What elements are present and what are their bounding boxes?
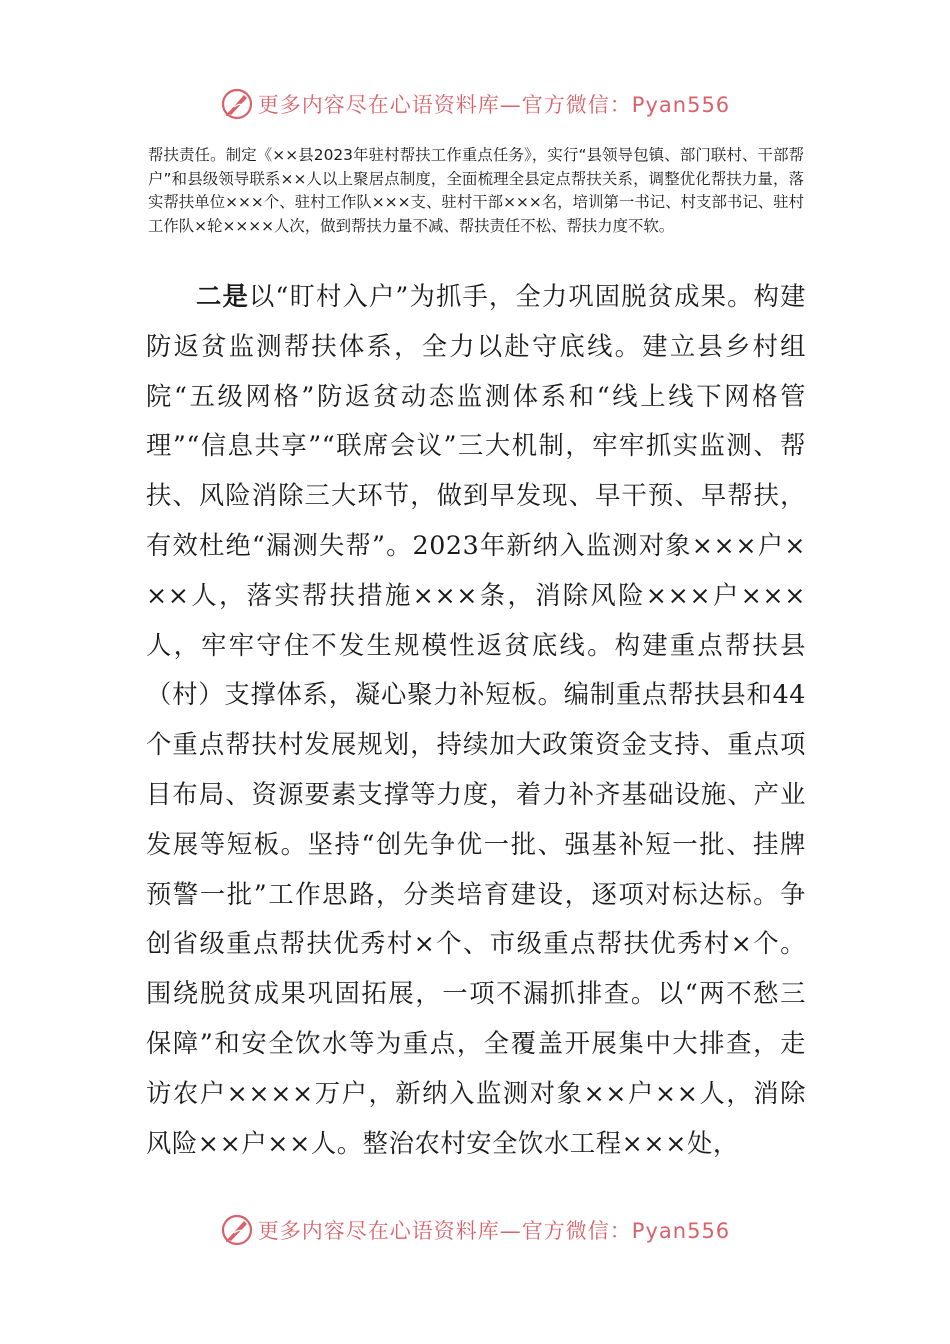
section-paragraph bbox=[146, 272, 806, 1168]
intro-paragraph: 帮扶责任。制定《××县2023年驻村帮扶工作重点任务》，实行“县领导包镇、部门联村、干部帮户”和县级领导联系××人以上聚居点制度，全面梳理全县定点帮扶关系，调整优化帮扶力量，落实帮扶单位×××个、驻村工作队×××支、驻村干部×××名，培训第一书记、村支部书记、驻村工作队×轮××××人次，做到帮扶力量不减、帮扶责任不松、帮扶力度不软。 bbox=[148, 146, 804, 235]
quill-logo-icon bbox=[220, 1213, 254, 1247]
section-lead: 二是 bbox=[196, 282, 249, 311]
footer-banner-text: 更多内容尽在心语资料库—官方微信：Pyan556 bbox=[257, 1219, 731, 1243]
header-banner bbox=[0, 84, 950, 124]
footer-banner bbox=[0, 1210, 950, 1250]
header-banner-text: 更多内容尽在心语资料库—官方微信：Pyan556 bbox=[257, 93, 731, 117]
quill-logo-icon bbox=[220, 87, 254, 121]
section-body: 以“盯村入户”为抓手，全力巩固脱贫成果。构建防返贫监测帮扶体系，全力以赴守底线。建立县乡村组院“五级网格”防返贫动态监测体系和“线上线下网格管理”“信息共享”“联席会议”三大机制，牢牢抓实监测、帮扶、风险消除三大环节，做到早发现、早干预、早帮扶，有效杜绝“漏测失帮”。2023年新纳入监测对象×××户×××人，落实帮扶措施×××条，消除风险×××户×××人，牢牢守住不发生规模性返贫底线。构建重点帮扶县（村）支撑体系，凝心聚力补短板。编制重点帮扶县和44个重点帮扶村发展规划，持续加大政策资金支持、重点项目布局、资源要素支撑等力度，着力补齐基础设施、产业发展等短板。坚持“创先争优一批、强基补短一批、挂牌预警一批”工作思路，分类培育建设，逐项对标达标。争创省级重点帮扶优秀村×个、市级重点帮扶优秀村×个。围绕脱贫成果巩固拓展，一项不漏抓排查。以“两不愁三保障”和安全饮水等为重点，全覆盖开展集中大排查，走访农户××××万户，新纳入监测对象××户××人，消除风险××户××人。整治农村安全饮水工程×××处， bbox=[146, 282, 806, 1158]
